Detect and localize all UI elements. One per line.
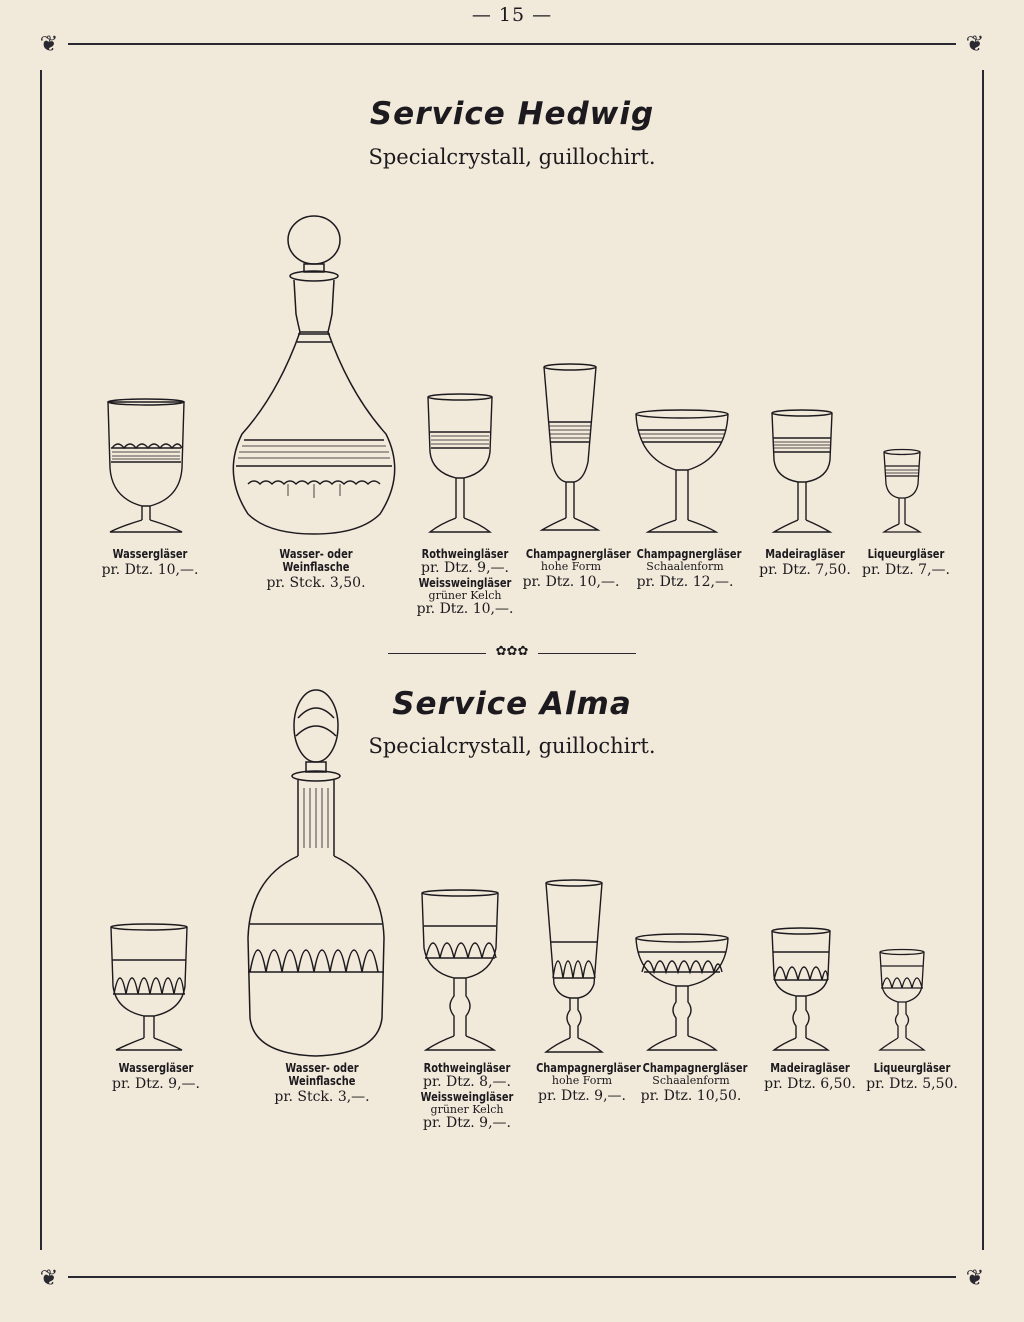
item-price: pr. Stck. 3,50. [266,575,366,592]
item-name: Champagnergläser [525,547,631,561]
item-caption [860,1062,964,1093]
item-caption [402,1062,532,1131]
item-caption [526,1061,641,1105]
frame-top-rule [68,43,956,45]
item-name: Rothweingläser [421,547,509,561]
item-note: Schaalenform [652,1074,730,1088]
service-title: Service Alma [392,686,632,722]
liqueur-glass-illustration [876,948,928,1056]
champagne-flute-illustration [538,362,602,538]
madeira-glass-illustration [768,408,836,538]
item-price: pr. Dtz. 7,—. [862,562,950,579]
item-note: grüner Kelch [428,588,502,602]
item-name: Weissweingläser [418,575,512,590]
item-note: hohe Form [540,560,602,574]
item-price: pr. Dtz. 10,50. [640,1088,742,1105]
item-caption [86,1062,226,1093]
item-name: Wassergläser [118,1061,194,1075]
frame-right-rule [982,70,984,1250]
item-note: grüner Kelch [430,1102,504,1116]
section-divider [388,644,636,661]
item-caption [80,548,220,579]
item-caption [400,548,530,617]
item-caption [856,548,956,579]
item-name: Madeiragläser [765,547,845,561]
item-price: pr. Dtz. 5,50. [866,1076,958,1093]
frame-left-rule [40,70,42,1250]
item-caption [752,548,858,579]
madeira-glass-illustration [768,926,834,1056]
service-subtitle: Specialcrystall, guillochirt. [368,145,656,169]
item-price: pr. Dtz. 8,—. [423,1074,511,1091]
item-price: pr. Dtz. 6,50. [764,1076,856,1093]
item-name: Champagnergläser [536,1061,641,1075]
item-price: pr. Dtz. 7,50. [759,562,851,579]
item-name: Liqueurgläser [873,1061,951,1075]
service-title: Service Hedwig [369,96,655,132]
item-price: pr. Dtz. 10,—. [416,600,514,617]
corner-ornament-icon: ❦ [965,1266,985,1291]
item-caption [240,548,392,592]
item-caption [632,1062,750,1105]
frame-bottom-rule [68,1276,956,1278]
corner-ornament-icon: ❦ [39,32,59,57]
item-price: pr. Dtz. 9,—. [421,560,509,577]
champagne-coupe-illustration [632,408,732,538]
liqueur-glass-illustration [880,448,924,538]
item-name: Champagnergläser [636,547,742,561]
item-name: Weissweingläser [420,1089,514,1104]
page-number: — 15 — [471,4,553,26]
item-note: Schaalenform [646,560,724,574]
service-subtitle: Specialcrystall, guillochirt. [368,734,656,758]
item-price: pr. Dtz. 10,—. [101,562,199,579]
item-price: pr. Dtz. 9,—. [112,1076,200,1093]
item-price: pr. Dtz. 9,—. [423,1114,511,1131]
item-caption [516,547,631,591]
water-glass-illustration [102,398,190,538]
divider-ornament-icon: ✿✿✿ [495,644,529,659]
item-name: Rothweingläser [423,1061,511,1075]
item-name: Weinflasche [288,1074,356,1089]
item-name: Wasser- oder [285,1061,359,1075]
water-glass-illustration [106,922,192,1056]
item-name: Champagnergläser [642,1061,748,1075]
item-caption [756,1062,864,1093]
item-name: Liqueurgläser [867,547,945,561]
corner-ornament-icon: ❦ [965,32,985,57]
item-caption [246,1062,398,1106]
item-price: pr. Dtz. 9,—. [538,1088,626,1105]
red-wine-glass-illustration [418,888,502,1056]
item-caption [626,548,744,591]
red-wine-glass-illustration [424,392,496,538]
champagne-coupe-illustration [632,932,732,1056]
decanter-illustration [242,688,390,1060]
champagne-flute-illustration [542,878,606,1058]
item-price: pr. Dtz. 12,—. [636,574,734,591]
item-price: pr. Stck. 3,—. [274,1089,370,1106]
item-price: pr. Dtz. 10,—. [522,574,620,591]
item-name: Madeiragläser [770,1061,850,1075]
item-name: Weinflasche [282,560,350,575]
item-name: Wasser- oder [279,547,353,561]
item-note: hohe Form [551,1074,613,1088]
item-name: Wassergläser [112,547,188,561]
decanter-illustration [228,214,400,538]
corner-ornament-icon: ❦ [39,1266,59,1291]
